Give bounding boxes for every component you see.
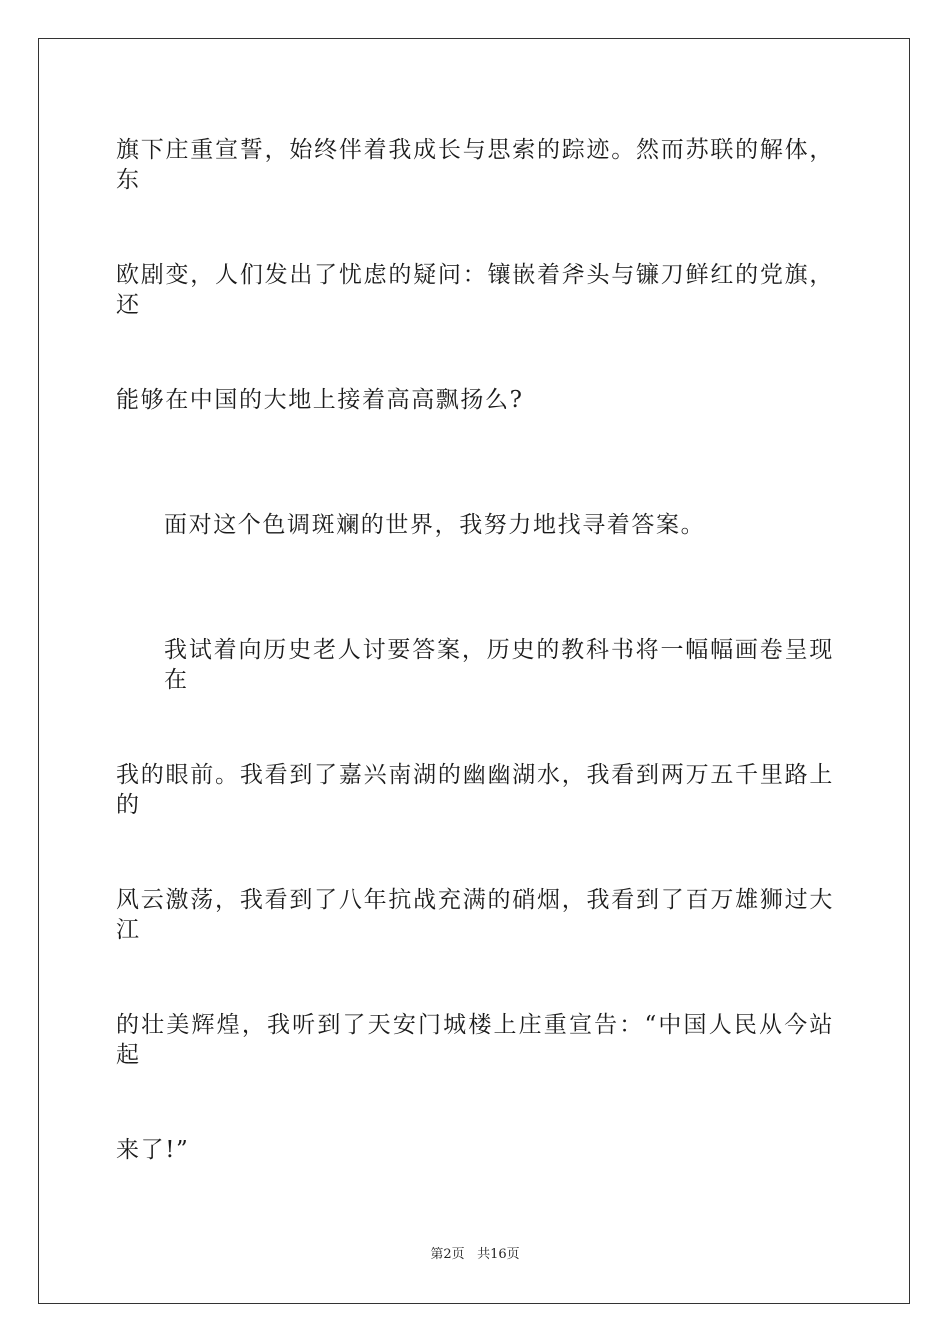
paragraph-line: 欧剧变，人们发出了忧虑的疑问：镶嵌着斧头与镰刀鲜红的党旗，还 (116, 262, 834, 318)
paragraph-line: 能够在中国的大地上接着高高飘扬么? (116, 387, 524, 413)
page-footer (0, 1246, 950, 1264)
page-number: 第2页 (430, 1247, 465, 1262)
paragraph-line: 风云激荡，我看到了八年抗战充满的硝烟，我看到了百万雄狮过大江 (116, 887, 834, 943)
page-total: 共16页 (477, 1247, 520, 1262)
paragraph-line: 我的眼前。我看到了嘉兴南湖的幽幽湖水，我看到两万五千里路上的 (116, 762, 834, 818)
paragraph-line: 来了!” (116, 1137, 190, 1163)
paragraph-line: 旗下庄重宣誓，始终伴着我成长与思索的踪迹。然而苏联的解体，东 (116, 137, 834, 193)
paragraph-line: 的壮美辉煌，我听到了天安门城楼上庄重宣告：“中国人民从今站起 (116, 1012, 834, 1068)
paragraph-line: 我试着向历史老人讨要答案，历史的教科书将一幅幅画卷呈现在 (164, 637, 834, 693)
paragraph-line: 面对这个色调斑斓的世界，我努力地找寻着答案。 (164, 512, 706, 538)
